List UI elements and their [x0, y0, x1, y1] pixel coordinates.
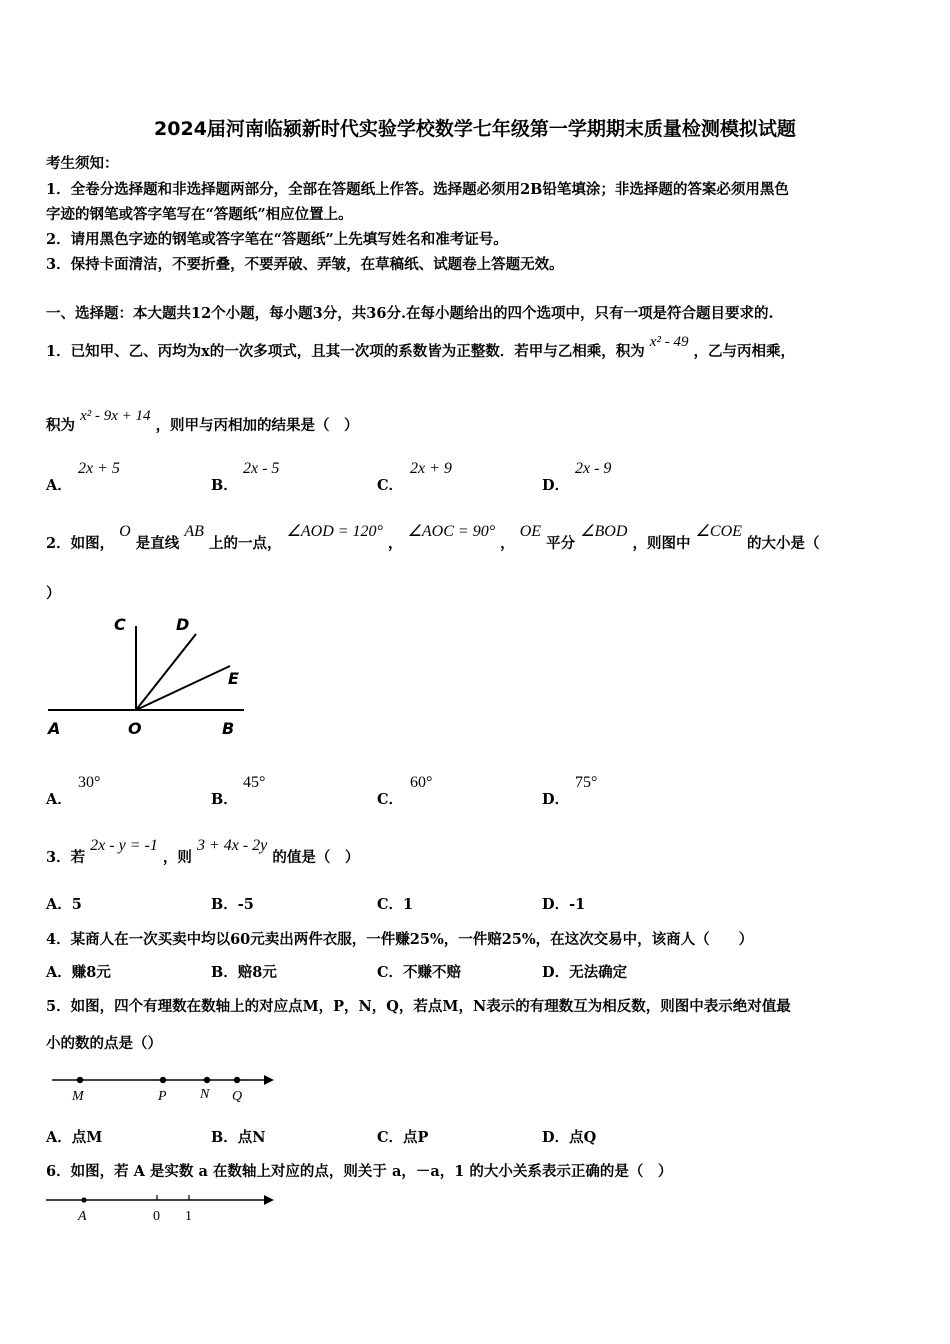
q4-option-c [377, 961, 461, 982]
q2-option-c-letter: C． [377, 791, 404, 808]
q2-angle-bod: ∠BOD [580, 523, 628, 540]
q3-expression-1: 2x - y = -1 [90, 837, 158, 854]
q6-label-a: A [78, 1209, 87, 1224]
q3-option-d-value: -1 [569, 896, 586, 913]
q3-option-b-value: -5 [237, 896, 254, 913]
q2-angle-aoc: ∠AOC = 90° [407, 523, 496, 540]
q4-option-d [542, 961, 627, 982]
q2-option-d-letter: D． [542, 791, 570, 808]
q4-option-c-value: 不赚不赔 [403, 964, 462, 981]
q5-option-a-value: 点M [71, 1129, 103, 1146]
q2-comma-2: ， [500, 535, 515, 552]
notice-item-1a: 1．全卷分选择题和非选择题两部分，全部在答题纸上作答。选择题必须用2B铅笔填涂；非选择题的答案必须用黑色 [46, 181, 789, 198]
q6-label-zero: 0 [153, 1209, 160, 1224]
q6-label-one: 1 [185, 1209, 192, 1224]
q4-option-c-letter: C． [377, 964, 404, 981]
q3-text-3: 的值是（ ） [272, 849, 360, 866]
q5-option-b [211, 1126, 266, 1147]
figure-ray-od [136, 634, 196, 710]
q2-option-c-value: 60° [410, 774, 433, 791]
q3-option-b [211, 893, 254, 914]
q2-angle-coe: ∠COE [695, 523, 742, 540]
q4-option-a-letter: A． [46, 964, 72, 981]
q5-point-m [77, 1077, 83, 1083]
q5-option-c-letter: C． [377, 1129, 404, 1146]
q5-axis-arrow [264, 1075, 274, 1085]
q3-text-1: 3．若 [46, 849, 86, 866]
notice-item-3: 3．保持卡面清洁，不要折叠，不要弄破、弄皱，在草稿纸、试题卷上答题无效。 [46, 256, 564, 273]
q1-text-4: ，则甲与丙相加的结果是（ ） [155, 417, 359, 434]
q5-option-d-letter: D． [542, 1129, 570, 1146]
q2-comma-1: ， [388, 535, 403, 552]
q5-option-c-value: 点P [403, 1129, 429, 1146]
figure-label-d: D [176, 615, 190, 634]
q3-option-a [46, 893, 82, 914]
q4-option-b [211, 961, 277, 982]
q5-label-m: M [72, 1089, 84, 1104]
q4-option-a-value: 赚8元 [71, 964, 111, 981]
q2-text-6: 的大小是（ [746, 535, 820, 552]
q1-option-b-value: 2x - 5 [243, 460, 280, 477]
question-1-line-2 [46, 408, 359, 435]
q5-point-n [204, 1077, 210, 1083]
q1-text-1: 1．已知甲、乙、丙均为x的一次多项式，且其一次项的系数皆为正整数．若甲与乙相乘，积为 [46, 343, 645, 360]
q3-option-a-value: 5 [71, 896, 82, 913]
q5-label-n: N [200, 1087, 210, 1102]
q2-text-5: ，则图中 [632, 535, 691, 552]
section-heading: 一、选择题：本大题共12个小题，每小题3分，共36分.在每小题给出的四个选项中，只有一项是符合题目要求的. [46, 305, 774, 322]
q5-option-a [46, 1126, 102, 1147]
q6-point-a [81, 1197, 86, 1202]
q5-option-d-value: 点Q [569, 1129, 597, 1146]
q5-option-c [377, 1126, 428, 1147]
q1-option-d-value: 2x - 9 [575, 460, 612, 477]
q2-text-4: 平分 [546, 535, 576, 552]
q2-text-1: 2．如图， [46, 535, 115, 552]
figure-ray-oe [136, 666, 230, 710]
q6-number-line [44, 1190, 280, 1226]
question-3-line [46, 837, 360, 867]
q3-option-d-letter: D． [542, 896, 570, 913]
q1-expression-1: x² - 49 [649, 334, 689, 350]
figure-label-a: A [48, 719, 61, 738]
figure-label-e: E [228, 669, 239, 688]
q2-option-a-value: 30° [78, 774, 101, 791]
q1-option-d-letter: D． [542, 477, 570, 494]
page-title: 2024届河南临颍新时代实验学校数学七年级第一学期期末质量检测模拟试题 [154, 118, 796, 140]
q5-option-b-value: 点N [237, 1129, 266, 1146]
q4-option-b-value: 赔8元 [237, 964, 277, 981]
q3-option-b-letter: B． [211, 896, 238, 913]
q4-option-a [46, 961, 111, 982]
q2-point-o: O [119, 523, 131, 540]
figure-label-c: C [114, 615, 126, 634]
q1-option-c-value: 2x + 9 [410, 460, 452, 477]
q3-option-c-letter: C． [377, 896, 404, 913]
q1-option-a-value: 2x + 5 [78, 460, 120, 477]
q5-option-a-letter: A． [46, 1129, 72, 1146]
q2-angle-aod: ∠AOD = 120° [286, 523, 383, 540]
q6-axis-arrow [264, 1195, 274, 1205]
q2-angle-figure [44, 608, 254, 748]
q5-point-q [234, 1077, 240, 1083]
q1-expression-2: x² - 9x + 14 [80, 408, 151, 424]
q5-option-b-letter: B． [211, 1129, 238, 1146]
q5-number-line [50, 1068, 280, 1108]
q2-option-b-letter: B． [211, 791, 238, 808]
q2-text-3: 上的一点， [208, 535, 282, 552]
question-5-line-1: 5．如图，四个有理数在数轴上的对应点M，P，N，Q，若点M，N表示的有理数互为相反数，则图中表示绝对值最 [46, 998, 791, 1015]
q2-text-2: 是直线 [135, 535, 180, 552]
q5-point-p [160, 1077, 166, 1083]
question-6-text: 6．如图，若 A 是实数 a 在数轴上对应的点，则关于 a，－a，1 的大小关系表示正确的是（ ） [46, 1163, 673, 1180]
question-4-text: 4．某商人在一次买卖中均以60元卖出两件衣服，一件赚25%，一件赔25%，在这次交易中，该商人（ ） [46, 931, 754, 948]
q1-option-b-letter: B． [211, 477, 238, 494]
q1-option-c-letter: C． [377, 477, 404, 494]
q2-line-ab: AB [184, 523, 204, 540]
q3-option-a-letter: A． [46, 896, 72, 913]
notice-item-2: 2．请用黑色字迹的钢笔或答字笔在“答题纸”上先填写姓名和准考证号。 [46, 231, 508, 248]
q3-option-c [377, 893, 413, 914]
q3-text-2: ，则 [162, 849, 192, 866]
q2-ray-oe: OE [519, 523, 542, 540]
q2-option-b-value: 45° [243, 774, 266, 791]
question-1-line-1 [46, 334, 796, 361]
q1-option-a-letter: A． [46, 477, 72, 494]
q2-option-d-value: 75° [575, 774, 598, 791]
question-5-line-2: 小的数的点是（） [46, 1035, 162, 1052]
notice-heading: 考生须知： [46, 155, 119, 172]
q4-option-d-letter: D． [542, 964, 570, 981]
q3-option-d [542, 893, 585, 914]
figure-label-o: O [128, 719, 142, 738]
q1-text-2: ，乙与丙相乘， [693, 343, 796, 360]
q4-option-d-value: 无法确定 [569, 964, 628, 981]
q3-expression-2: 3 + 4x - 2y [196, 837, 268, 854]
q5-label-q: Q [232, 1089, 243, 1104]
question-2-line-2: ） [46, 585, 61, 602]
notice-item-1b: 字迹的钢笔或答字笔写在“答题纸”相应位置上。 [46, 206, 353, 223]
figure-label-b: B [222, 719, 235, 738]
q2-option-a-letter: A． [46, 791, 72, 808]
q5-option-d [542, 1126, 596, 1147]
q1-text-3: 积为 [46, 417, 75, 434]
question-2-line-1 [46, 523, 820, 553]
q4-option-b-letter: B． [211, 964, 238, 981]
q3-option-c-value: 1 [403, 896, 414, 913]
q5-label-p: P [158, 1089, 167, 1104]
